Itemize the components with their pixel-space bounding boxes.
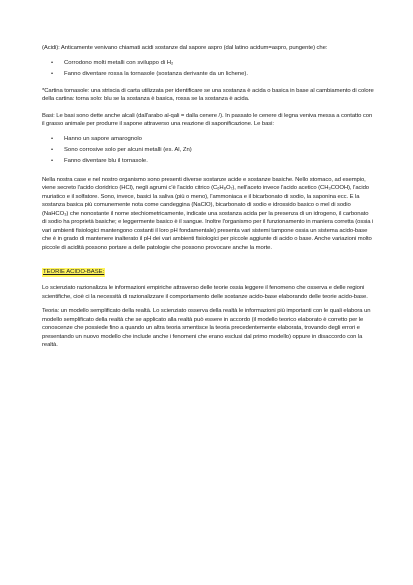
bullet-icon: • bbox=[51, 157, 54, 164]
basi-paragraph: Basi: Le basi sono dette anche alcali (dall'arabo al-qali = dalla cenere /). In passato le cenere di legna veniva messa a contatto con il grasso animale per produrre il sapone attraverso una reazione di saponificazione. Le basi: bbox=[42, 112, 373, 127]
theory-intro-paragraph: Lo scienziato razionalizza le informazioni empiriche attraverso delle teorie ossia leggere il fenomeno che osserva e delle regioni scientifiche, cioè ci la necessità di razionalizzare il comportamento delle sostanze acido-base elaborando delle teorie acido-base. bbox=[42, 285, 368, 300]
intro-paragraph-acidi: (Acidi): Anticamente venivano chiamati acidi sostanze dal sapore aspro (dal latino acidum=aspro, pungente) che: bbox=[42, 45, 328, 51]
bullet-icon: • bbox=[51, 70, 54, 77]
list-item: • Sono corrosive solo per alcuni metalli (es. Al, Zn) bbox=[51, 146, 192, 153]
examples-paragraph: Nella nostra case e nel nostro organismo sono presenti diverse sostanze acide e sostanze basiche. Nello stomaco, ad esempio, viene secreto l'acido cloridrico (HCl), negli agrumi c'è l'acido citrico (C₆H₈O₇), nell'aceto invece l'acido acetico (CH₃COOH), l'acido muriatico e il solfatore. Sono, invece, basici la saliva (più o meno), l'ammoniaca e il bicarbonato di sodio, la saponina ecc. E la sostanza basica più comunemente nota come candeggina (NaClO), bicarbonato di sodio e idrossido basico o mel di sodio (NaHCO₃) che nonostante il nome stechiometricamente, indicate una sostanza acida per la presenza di un idrogeno, il carbonato di sodio ha proprietà basiche; e leggermente basico è il sangue. Inoltre l'organismo per il funzionamento in maniera corretta (ossia i vari ambienti fisiologici mantengono costanti il loro pH fondamentale) presenta vari sistemi tampone ossia un sistema acido-base che è in grado di mantenere inalterato il pH dei vari ambienti fisiologici per piccole aggiunte di acido o base. Anche variazioni molto piccole di acidità possono portare a delle patologie che possono provocare anche la morte. bbox=[42, 176, 374, 251]
bullet-icon: • bbox=[51, 59, 54, 66]
list-item: • Hanno un sapore amarognolo bbox=[51, 135, 142, 142]
bullet-icon: • bbox=[51, 146, 54, 153]
acid-properties-list bbox=[42, 59, 374, 79]
document-body bbox=[42, 44, 374, 350]
list-item: • Fanno diventare rossa la tornasole (sostanza derivante da un lichene). bbox=[51, 70, 249, 77]
tornasole-note: *Cartina tornasole: una striscia di carta utilizzata per identificare se una sostanza è acida o basica in base al cambiamento di colore della cartina: torna solo: blu se la sostanza è basica, rossa se la sostanza è acida. bbox=[42, 87, 374, 102]
list-item: • Corrodono molti metalli con sviluppo di H₂ bbox=[51, 59, 174, 66]
section-heading: TEORIE ACIDO-BASE: bbox=[43, 269, 105, 275]
list-item: • Fanno diventare blu il tornasole. bbox=[51, 157, 148, 164]
base-properties-list bbox=[42, 135, 374, 166]
bullet-icon: • bbox=[51, 135, 54, 142]
theory-definition-paragraph: Teoria: un modello semplificato della realtà. Lo scienziato osserva della realtà le informazioni più importanti con le quali elabora un modello semplificato della realtà che se applicato alla realtà può essere in accordo (il modello teorico elaborato è corretto per le conoscenze che possiede fino a quando un altra teoria smentisce la teoria precedentemente elaborata, trovando degli errori e presentando un nuovo modello che include anche i fenomeni che erano esclusi dal primo modello) oppure in disaccordo con la realtà. bbox=[42, 308, 371, 348]
